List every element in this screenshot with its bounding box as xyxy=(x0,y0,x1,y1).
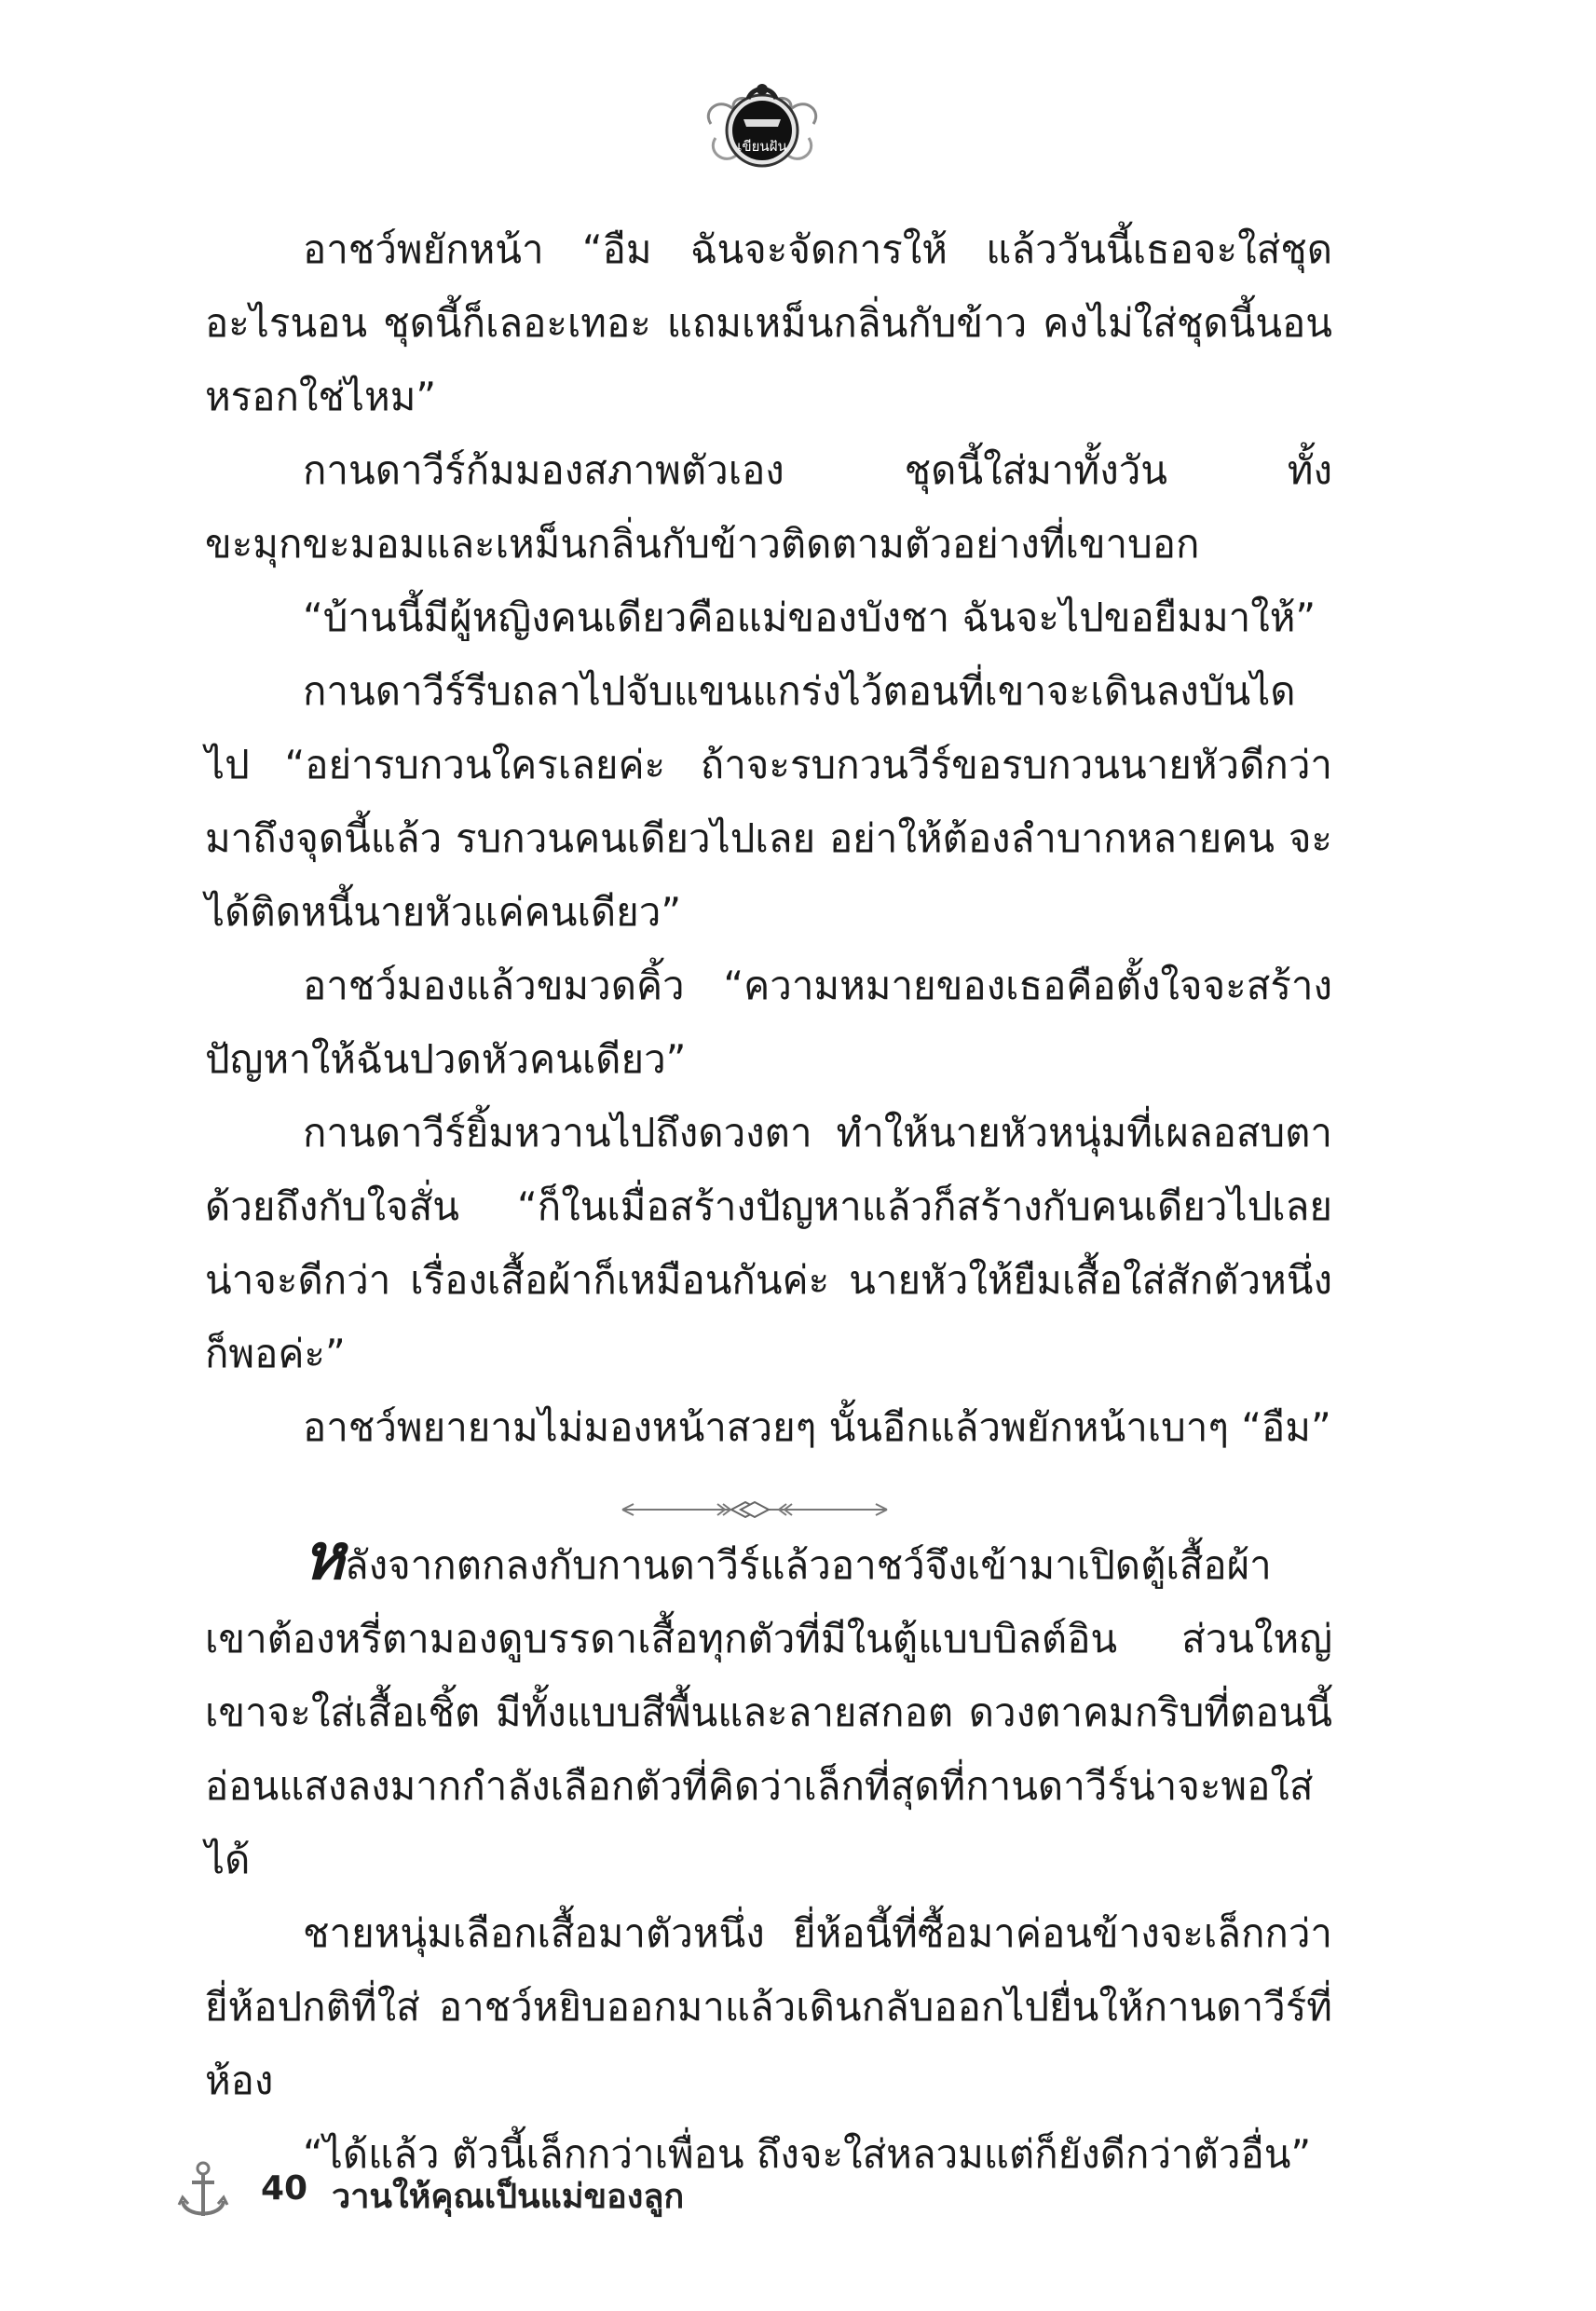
ornament-divider-icon xyxy=(615,1493,894,1526)
drop-cap: ห xyxy=(303,1520,345,1594)
svg-text:เขียนฝัน: เขียนฝัน xyxy=(737,138,787,155)
paragraph-text: ลังจากตกลงกับกานดาวีร์แล้วอาชว์จึงเข้ามาเปิดตู้เสื้อผ้า เขาต้องหรี่ตามองดูบรรดาเสื้อทุกตัวที่มีในตู้แบบบิลต์อิน ส่วนใหญ่เขาจะใส่เสื้อเชิ้ต มีทั้งแบบสีพื้นและลายสกอต ดวงตาคมกริบที่ตอนนี้อ่อนแสงลงมากกำลังเลือกตัวที่คิดว่าเล็กที่สุดที่กานดาวีร์น่าจะพอใส่ได้ xyxy=(205,1542,1332,1882)
paragraph: กานดาวีร์ก้มมองสภาพตัวเอง ชุดนี้ใส่มาทั้งวัน ทั้งขะมุกขะมอมและเหม็นกลิ่นกับข้าวติดตามตัวอย่างที่เขาบอก xyxy=(205,447,1332,567)
body-text-section-1 xyxy=(205,212,1332,1464)
scene-break-divider xyxy=(615,1493,894,1526)
paragraph: อาชว์พยักหน้า “อืม ฉันจะจัดการให้ แล้ววันนี้เธอจะใส่ชุดอะไรนอน ชุดนี้ก็เลอะเทอะ แถมเหม็นกลิ่นกับข้าว คงไม่ใส่ชุดนี้นอนหรอกใช่ไหม” xyxy=(205,226,1332,419)
body-text-section-2 xyxy=(205,1520,1332,2191)
page-footer xyxy=(175,2160,921,2225)
paragraph: อาชว์พยายามไม่มองหน้าสวยๆ นั้นอีกแล้วพยักหน้าเบาๆ “อืม” xyxy=(303,1404,1331,1450)
paragraph: กานดาวีร์รีบถลาไปจับแขนแกร่งไว้ตอนที่เขาจะเดินลงบันไดไป “อย่ารบกวนใครเลยค่ะ ถ้าจะรบกวนวีร์ขอรบกวนนายหัวดีกว่า มาถึงจุดนี้แล้ว รบกวนคนเดียวไปเลย อย่าให้ต้องลำบากหลายคน จะได้ติดหนี้นายหัวแค่คนเดียว” xyxy=(205,668,1332,935)
paragraph: ชายหนุ่มเลือกเสื้อมาตัวหนึ่ง ยี่ห้อนี้ที่ซื้อมาค่อนข้างจะเล็กกว่ายี่ห้อปกติที่ใส่ อาชว์หยิบออกมาแล้วเดินกลับออกไปยื่นให้กานดาวีร์ที่ห้อง xyxy=(205,1910,1332,2103)
paragraph: “ได้แล้ว ตัวนี้เล็กกว่าเพื่อน ถึงจะใส่หลวมแต่ก็ยังดีกว่าตัวอื่น” xyxy=(303,2131,1312,2177)
paragraph: กานดาวีร์ยิ้มหวานไปถึงดวงตา ทำให้นายหัวหนุ่มที่เผลอสบตาด้วยถึงกับใจสั่น “ก็ในเมื่อสร้างปัญหาแล้วก็สร้างกับคนเดียวไปเลยน่าจะดีกว่า เรื่องเสื้อผ้าก็เหมือนกันค่ะ นายหัวให้ยืมเสื้อใส่สักตัวหนึ่งก็พอค่ะ” xyxy=(205,1110,1332,1376)
paragraph: “บ้านนี้มีผู้หญิงคนเดียวคือแม่ของบังชา ฉันจะไปขอยืมมาให้” xyxy=(303,595,1316,640)
anchor-icon xyxy=(175,2160,231,2225)
book-title: วานให้คุณเป็นแม่ของลูก xyxy=(332,2178,685,2216)
paragraph xyxy=(205,1520,1332,1896)
publisher-logo-emblem xyxy=(692,73,832,185)
paragraph: อาชว์มองแล้วขมวดคิ้ว “ความหมายของเธอคือตั้งใจจะสร้างปัญหาให้ฉันปวดหัวคนเดียว” xyxy=(205,963,1332,1082)
page-number: 40 xyxy=(261,2169,308,2208)
publisher-logo xyxy=(692,73,832,185)
